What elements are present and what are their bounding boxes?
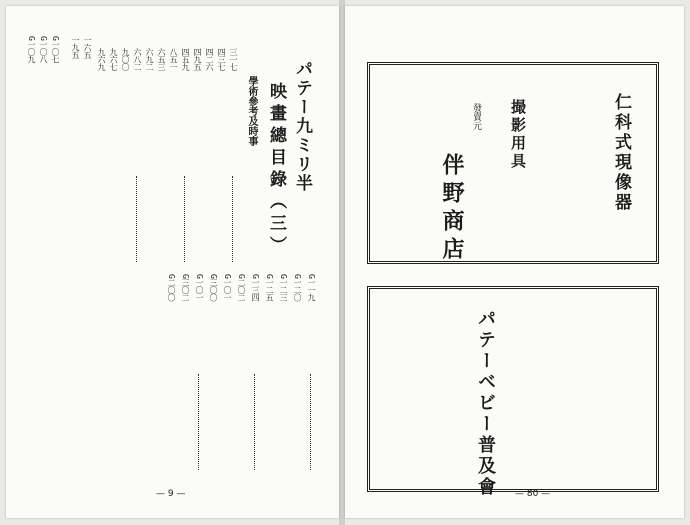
page-number-left: — 9 — [156, 489, 186, 499]
code-upper-3: 四二六 [205, 48, 214, 71]
ad1-category: 撮影用具 [509, 99, 527, 171]
page-number-right: — 80 — [515, 489, 551, 499]
left-page [6, 6, 339, 518]
advert-box-nishina [367, 62, 659, 264]
leader-dots [184, 176, 185, 262]
code-bottom-10: G三〇二 [181, 274, 190, 301]
code-upper-2: 四三七 [217, 48, 226, 71]
code-bottom-5: G一三四 [251, 274, 260, 301]
section-heading: 學術參考及時事 [246, 76, 257, 146]
code-upper-12: 九六九 [97, 48, 106, 71]
code-left-5: 一六五 [83, 36, 92, 59]
code-upper-7: 六五三 [157, 48, 166, 71]
code-bottom-3: G一二三 [279, 274, 288, 301]
code-bottom-6: G二〇二 [237, 274, 246, 301]
leader-dots [136, 176, 137, 262]
code-left-2: G一〇八 [39, 36, 48, 63]
code-upper-8: 六九二 [145, 48, 154, 71]
leader-dots [254, 374, 255, 470]
ad1-product-name: 仁科式現像器 [611, 93, 631, 213]
code-left-3: G一〇九 [27, 36, 36, 63]
leader-dots [310, 374, 311, 470]
code-bottom-1: G一一九 [307, 274, 316, 301]
code-upper-4: 四九五 [193, 48, 202, 71]
code-upper-1: 三一七 [229, 48, 238, 71]
code-upper-10: 九〇〇 [121, 48, 130, 71]
code-bottom-9: G一〇一 [195, 274, 204, 301]
ad1-seller: 伴野商店 [439, 153, 464, 265]
code-bottom-2: G一二〇 [293, 274, 302, 301]
catalog-title: パテー九ミリ半 [292, 60, 312, 193]
leader-dots [232, 176, 233, 262]
ad2-title: パテーベビー普及會 [475, 309, 496, 498]
code-upper-11: 九六七 [109, 48, 118, 71]
code-left-4: 一九五 [71, 36, 80, 59]
leader-dots [198, 374, 199, 470]
catalog-subtitle: 映畫總目錄（三） [266, 82, 286, 258]
ad1-seller-label: 發賣元 [471, 103, 481, 130]
code-upper-6: 八五一 [169, 48, 178, 71]
code-bottom-11: G二〇〇 [167, 274, 176, 301]
right-page [345, 6, 684, 518]
code-left-1: G一〇七 [51, 36, 60, 63]
code-bottom-4: G一二五 [265, 274, 274, 301]
code-bottom-7: G一〇一 [223, 274, 232, 301]
code-upper-5: 四五九 [181, 48, 190, 71]
code-bottom-8: G三〇〇 [209, 274, 218, 301]
code-upper-9: 六八二 [133, 48, 142, 71]
